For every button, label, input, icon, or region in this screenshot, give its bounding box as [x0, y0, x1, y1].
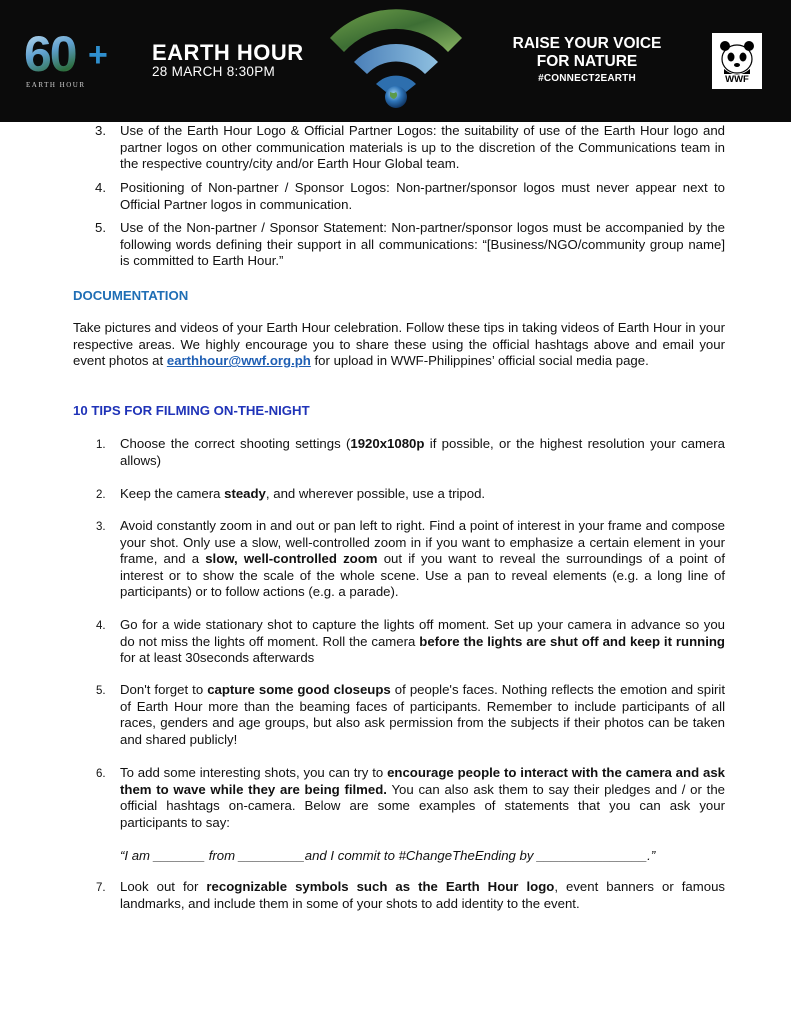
documentation-text-end: for upload in WWF-Philippines’ official social media page. — [310, 353, 649, 369]
tip-text: , event banners or famous landmarks, and include them in some of your shots to add identity to the event. — [120, 879, 725, 911]
list-item-number: 5. — [95, 220, 106, 235]
list-item: Use of the Earth Hour Logo & Official Partner Logos: the suitability of use of the Earth Hour logo and partner logos on other communication materials is up to the discretion of the Communications team in the respective country/city and/or Earth Hour Global team. — [120, 123, 725, 172]
tip-text: You can also ask them to say their pledges and / or the official hashtags on-camera. Below are some examples of statements that you can ask your participants to say: — [120, 781, 725, 830]
tip-number: 7. — [96, 882, 106, 894]
header-banner — [0, 0, 791, 122]
tip-bold-text: steady — [224, 486, 266, 501]
tip-text: Go for a wide stationary shot to capture the lights off moment. Set up your camera in advance so you do not miss the lights off moment. Roll the camera — [120, 617, 725, 649]
tip-text: Choose the correct shooting settings ( — [120, 436, 351, 451]
tip-text: To add some interesting shots, you can try to — [120, 765, 388, 780]
documentation-text: Take pictures and videos of your Earth Hour celebration. Follow these tips in taking videos of Earth Hour in your respective areas. We highly encourage you to share these using the official hashtags above and email your event photos at — [73, 320, 725, 369]
logo-plus: + — [88, 36, 108, 74]
logo-number: 60 — [24, 26, 76, 82]
logo-subtitle: EARTH HOUR — [26, 81, 86, 89]
tip-bold-text: capture some good closeups — [207, 682, 391, 697]
tip-text: if possible, or the highest resolution your camera allows) — [120, 436, 726, 468]
tip-bold-text: before the lights are shut off and keep it running — [419, 633, 725, 649]
tip-item — [120, 765, 725, 831]
tips-heading: 10 TIPS FOR FILMING ON-THE-NIGHT — [73, 403, 310, 418]
tip-number: 2. — [96, 489, 106, 501]
tip-number: 6. — [96, 768, 106, 780]
tip-text: Keep the camera — [120, 486, 225, 501]
list-item-number: 3. — [95, 123, 106, 138]
list-item: Use of the Non-partner / Sponsor Statement: Non-partner/sponsor logos must be accompanied by the following words defining their support in all communications: “[Business/NGO/community group name] is committed to Earth Hour.” — [120, 220, 725, 269]
tip-bold-text: encourage people to interact with the camera and ask them to wave while they are being filmed. — [120, 765, 725, 797]
tip-text: for at least 30seconds afterwards — [120, 650, 315, 666]
example-statement: “I am _______ from _________and I commit to #ChangeTheEnding by _______________.” — [120, 848, 656, 863]
tip-item — [120, 436, 725, 469]
campaign-hashtag: #CONNECT2EARTH — [538, 73, 636, 84]
tip-item — [120, 617, 725, 667]
wwf-logo — [712, 33, 762, 89]
documentation-paragraph — [73, 320, 725, 370]
event-date: 28 MARCH 8:30PM — [152, 64, 276, 79]
list-item-number: 4. — [95, 180, 106, 195]
tip-bold-text: slow, well-controlled zoom — [205, 551, 378, 567]
documentation-heading: DOCUMENTATION — [73, 288, 189, 303]
tip-item — [120, 518, 725, 601]
email-link[interactable]: earthhour@wwf.org.ph — [166, 353, 311, 369]
tip-text: Look out for — [120, 879, 207, 894]
tip-text: Don't forget to — [120, 682, 208, 697]
tip-item — [120, 682, 725, 748]
earth-hour-60-logo — [24, 28, 120, 92]
tip-text: of people's faces. Nothing reflects the emotion and spirit of Earth Hour more than the beaming faces of participants. Remember to include participants of all races, genders and age groups, but also ask permission from the subjects if their photos can be taken and shared publicly! — [120, 682, 725, 747]
slogan-line-1: RAISE YOUR VOICE — [512, 35, 662, 52]
tip-item — [120, 879, 725, 912]
list-item: Positioning of Non-partner / Sponsor Logos: Non-partner/sponsor logos must never appear next to Official Partner logos in communication. — [120, 180, 725, 212]
tip-number: 3. — [96, 521, 106, 533]
tip-bold-text: recognizable symbols such as the Earth Hour logo — [206, 879, 555, 894]
tip-number: 1. — [96, 439, 106, 451]
tip-text: out if you want to reveal the surroundings of a point of interest or to show the scale of the whole scene. Use a pan to reveal elements (e.g. a long line of participants) or to follow actions (e.g. a parade). — [120, 551, 726, 600]
panda-icon — [712, 36, 762, 76]
tip-text: Avoid constantly zoom in and out or pan left to right. Find a point of interest in your frame and compose your shot. Only use a slow, well-controlled zoom in if you want to emphasize a certain element in your frame, and a — [120, 518, 725, 567]
wwf-text: WWF — [725, 74, 749, 85]
tip-text: , and wherever possible, use a tripod. — [265, 486, 486, 501]
tip-bold-text: 1920x1080p — [350, 436, 425, 451]
slogan-line-2: FOR NATURE — [536, 53, 638, 70]
tip-number: 4. — [96, 620, 106, 632]
tip-number: 5. — [96, 685, 106, 697]
tip-item — [120, 486, 725, 503]
event-title: EARTH HOUR — [152, 40, 304, 65]
wifi-earth-icon — [324, 0, 468, 112]
